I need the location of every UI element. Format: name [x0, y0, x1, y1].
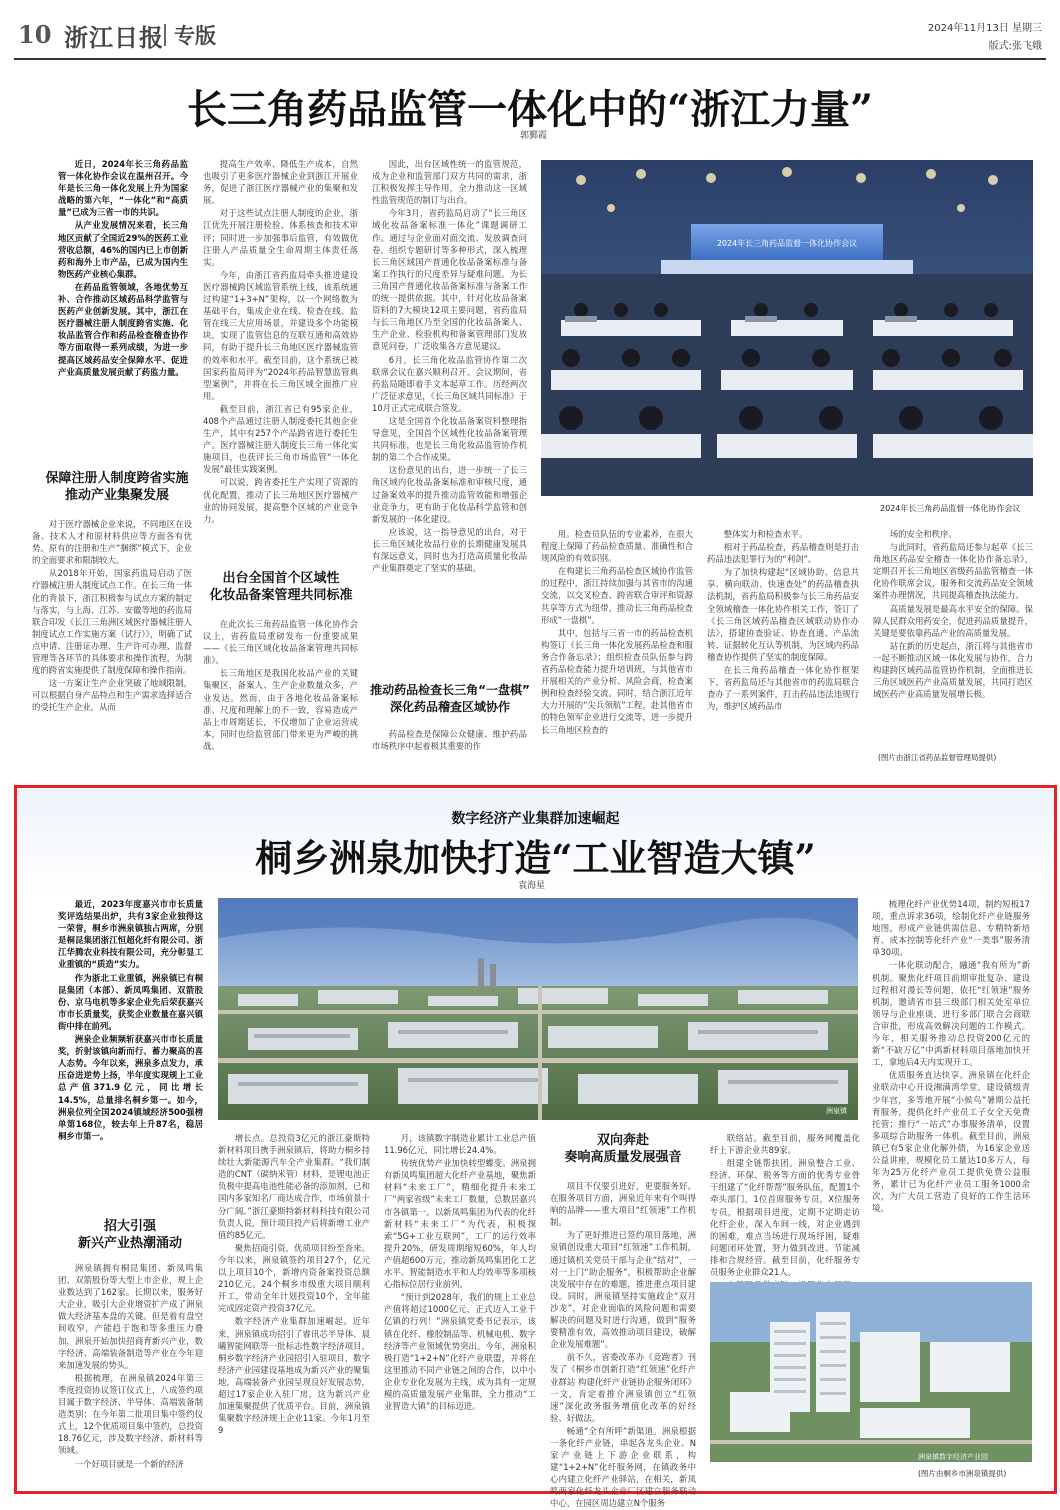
editor-credit: 版式:张飞娥: [988, 41, 1042, 52]
article2-col3: [384, 1132, 536, 1484]
aerial-photo-label: 洲泉镇: [826, 1107, 847, 1115]
article2-title: 桐乡洲泉加快打造“工业智造大镇”: [255, 836, 816, 880]
article1-col3: [372, 158, 527, 668]
aerial-town-graphic: [218, 898, 858, 1120]
paragraph: 聚焦招商引资，优质项目纷至沓来。今年以来，洲泉镇签约项目27个，亿元以上项目10个，新增内资备案投资总额210亿元。24个桐乡市级重大项目顺利开工，带动全年计划投资10个，全年能完成固定资产投资37亿元。: [218, 1242, 370, 1314]
paragraph: 药品检查是保障公众健康、维护药品市场秩序中起着极其重要的作: [372, 729, 527, 752]
paragraph: 用。检查员队伍的专业素养，在很大程度上保障了药品检查质量、准确性和合规风险的有效识别。: [541, 529, 693, 564]
paragraph: 洲泉企业频频斩获嘉兴市市长质量奖，折射该镇向新而行、蓄力聚高的喜人态势。今年以来，洲泉多点发力，承压奋进逆势上扬，半年度实现规上工业总产值371.9亿元，同比增长14.5%，总量排名桐乡第一。如今，洲泉位列全国2024镇域经济500强榜单第168位，较去年上升87名，稳居桐乡市第一。: [58, 1034, 203, 1141]
paragraph: 在此次长三角药品监管一体化协作会议上，省药监局重磅发布一份重要成果——《长三角区域化妆品备案管理共同标准》。: [203, 619, 358, 666]
paragraph: 作为浙北工业重镇，洲泉镇已有桐昆集团（本部）、新凤鸣集团、双箭股份、京马电机等多家企业先后荣获嘉兴市市长质量奖，获奖企业数量在嘉兴镇街中排在前列。: [58, 972, 203, 1031]
paragraph: 优质服务直达快享。洲泉镇在化纤企业联动中心开设湘满湾学堂，建设镇级青少年宫，多等地开展“小候鸟”暑期公益托育服务，提供化纤产业员工子女全天免费托管；推行“一站式”办事服务清单，设置多项综合助服务一体机。截至目前，洲泉镇已有5家企业化解外债，为16家企业送公益讲座，规模化员工量达10多万人，每年为25万化纤产业员工提供免费公益服务，累计已为化纤产业员工服务1000余次，为广大员工营造了良好的工作生活环境。: [872, 1070, 1030, 1214]
industrial-park-graphic: [710, 1282, 1032, 1462]
article2-byline: 袁海星: [518, 881, 546, 891]
paragraph: 从产业发展情况来看，长三角地区贡献了全国近29%的医药工业营收总额，46%的国内已上市创新药和海外上市产品，已成为国内生物医药产业核心集群。: [58, 220, 188, 279]
article1-byline: 郭鄞霞: [520, 131, 548, 141]
aerial-town-photo: [218, 898, 858, 1120]
paragraph: 近日，2024年长三角药品监管一体化协作会议在温州召开。今年是长三角一体化发展上升为国家战略的第六年，“一体化”和“高质量”已成为三省一市的共识。: [58, 159, 188, 218]
paragraph: 项目不仅要引进好，更要服务好。在服务项目方面，洲泉近年来有个叫得响的品牌——重大项目“红领速”工作机制。: [550, 1181, 696, 1228]
issue-date: 2024年11月13日 星期三: [927, 23, 1042, 34]
article1-subhead-3: 推动药品检查长三角“一盘棋” 深化药品稽查区域协作: [370, 683, 530, 714]
paragraph: 一个好项目就是一个新的经济: [74, 1458, 184, 1469]
section-divider: [164, 24, 166, 46]
article1-col4: [541, 528, 693, 770]
article1-col5: [707, 528, 859, 770]
paragraph: 相对于药品检查，药品稽查则是打击药品违法犯罪行为的“利剑”。: [707, 542, 859, 565]
paragraph: 站在新的历史起点，浙江将与其他省市一起不断推动区域一体化发展与协作，合力构建跨区域药品监管协作机制，全面推进长三角区域医药产业高质量发展，共同打造区域医药产业高质量发展增长极。: [873, 640, 1033, 700]
paragraph: 数字经济产业集群加速崛起。近年来，洲泉镇成功招引了睿讯芯半导体、晨曦智能网联等一批标志性数字经济项目，桐乡数字经济产业园招引入驻项目，数字经济产业园建设基地成为新兴产业的聚集地，高端装备产业园呈现良好发展态势，超过17家企业入驻厂房，这为新兴产业加速集聚提供了优质平台。目前，洲泉镇集聚数字经济规上企业11家。今年1月至9: [218, 1316, 370, 1436]
article2-col1-b: [58, 1262, 203, 1480]
paragraph: 在药品监管领域，各地优势互补、合作推动区域药品科学监管与医药产业创新发展。其中，浙江在医疗器械注册人制度跨省实施、化妆品监管合作和药品检查稽查协作等方面取得一系列成绩，为进一步提高区域药品安全保障水平、促进产业高质量发展贡献了药监力量。: [58, 281, 188, 377]
article1-title: 长三角药品监管一体化中的“浙江力量”: [186, 86, 873, 133]
article2-col1: [58, 898, 203, 1198]
article2-col5: [872, 898, 1030, 1272]
paragraph: 这是全国首个化妆品备案资料整理指导意见，全国首个区域性化妆品备案管理共同标准，也是长三角化妆品监管协作机制的第二个合作成果。: [372, 415, 527, 463]
paragraph: 从2018年开始，国家药监局启动了医疗器械注册人制度试点工作。在长三角一体化的背景下，浙江积极参与试点方案的制定与落实，与上海、江苏、安徽等地的药监局联合印发《长江三角洲区域医疗器械注册人制度试点工作实施方案（试行）》，明确了试点申请、注册证办理、生产许可办理、监督管理等各环节的具体要求和操作流程，为制度的跨省实施提供了制度保障和操作指南。: [32, 568, 192, 676]
paragraph: 洲泉镇拥有桐昆集团、新凤鸣集团、双箭股份等大型上市企业，规上企业数达到了162家。长期以来，服务好大企业，吸引大企业增资扩产成了洲泉做大经济基本盘的关键。但是着有盘空间收窄，产能趋于饱和等多重压力叠加，洲泉开始加快招商育新兴产业，数字经济、高端装备制造等产业在今年迎来加速发展的势头。: [58, 1263, 203, 1370]
paragraph: 应该说，这一指导意见的出台，对于长三角区域化妆品行业的长期健康发展具有深远意义，同时也为打造高质量化妆品产业集群奠定了坚实的基础。: [372, 526, 527, 574]
article1-col6: [873, 528, 1033, 748]
article2-subhead-1: 招大引强 新兴产业热潮涌动: [77, 1219, 182, 1251]
paragraph: 场的安全和秩序。: [889, 529, 957, 539]
paragraph: 一体化联动配合，融通“我有所为”新机制。聚焦化纤项目前期审批复杂、建设过程相对漫长等问题，依托“红领速”服务机制，邀请省市县三级部门相关处室单位领导与企业座谈，进行多部门联合会商联合审批，形成高效解决问题的工作模式。今年，相关服务推动总投资200亿元的新“不缺万亿”中鸿新材料项目落地加快开工，拿地后4天内实现开工。: [872, 960, 1030, 1068]
paragraph: 这一方案让生产企业突破了地域限制，可以根据自身产品特点和生产需求选择适合的受托生产企业，从而: [32, 678, 192, 713]
paragraph: 在长三角药品稽查一体化协作框架下，省药监局还与其他省市的药监局联合查办了一系列案件，打击药品违法违规行为，维护区域药品市: [707, 665, 859, 712]
industrial-park-photo: [710, 1282, 1032, 1462]
article2-subhead-2: 双向奔赴 奏响高质量发展强音: [564, 1133, 682, 1165]
article1-col1: [58, 158, 188, 448]
paragraph: “预计到2028年，我们的规上工业总产值将超过1000亿元，正式迈入工业千亿镇的行列！”洲泉镇党委书记表示，该镇在化纤、橡胶制品等、机械电机、数字经济等产业领域优势突出。今年，洲泉积极打造“1+2+N”化纤产业联盟，并将在这里推动不同产业链之间的合作，以中小企业专业化发展为主线，成为具有一定规模的高质量发展产业集群，全力推动“工业智造大镇”的目标迈进。: [384, 1292, 536, 1412]
paragraph: 对于这些试点注册人制度的企业，浙江优先开展注册检验、体系核查和技术审评；同时进一步加强事后监管，有效做优注册人产品质量全生命周期主体责任落实。: [203, 208, 358, 267]
section-name: 专版: [174, 24, 216, 48]
paragraph: 在构建长三角药品检查区域协作监管的过程中，浙江持续加强与其省市的沟通交流，以交叉检查、跨省联合审评和资源共享等方式为纽带，推动长三角药品检查形成“一盘棋”。: [541, 566, 693, 625]
conference-photo: [541, 160, 1033, 496]
article2-col3-b: [550, 1180, 696, 1509]
conference-photo-caption: 2024年长三角药品监督一体化协作会议: [880, 504, 1021, 513]
paragraph: 其中，包括与三省一市的药品检查机构签订《长三角一体化发展药品检查和服务合作备忘录》；组织检查员队伍参与跨省药品检查能力提升培训班，与其他省市开展相关的产业分析、风险会商，检查案例和检查经验交流。同时，结合浙江近年大力开展的“尖兵领航”工程，赴其他省市的特色领军企业进行交流等，进一步提升长三角地区检查的: [541, 627, 693, 735]
paragraph: 畅通“全有所呼”新渠道。洲泉根据一条化纤产业链，串起各龙头企业、N家产业链上下游企业联系，构建“1+2+N”化纤服务网，在镇政务中心内建立化纤产业驿站，在相关，新凤鸣两家化纤龙头企业厂区建立服务联动中心，在园区周边建立N个服务: [550, 1425, 696, 1509]
article1-col1-b: [32, 518, 192, 770]
paragraph: 提高生产效率、降低生产成本，自然也吸引了更多医疗器械企业到浙江开展业务，促进了浙江医疗器械产业的集聚和发展。: [203, 159, 358, 206]
paragraph: 月，该镇数字制造业累计工业总产值11.96亿元，同比增长24.4%。: [384, 1133, 536, 1156]
photo-banner-text: 2024年长三角药品监督一体化协作会议: [716, 239, 858, 248]
paragraph: 截至目前，浙江省已有95家企业，408个产品通过注册人制度委托其他企业生产，其中有257个产品跨省进行委托生产。医疗器械注册人制度长三角一体化实施项目，也获评长三角市场监管“一体化发展”最佳实践案例。: [203, 403, 358, 475]
paragraph: 长三角地区是我国化妆品产业的关键集聚区，备案人、生产企业数量众多，产业发达。然而，由于各地化妆品备案标准、尺度和理解上的不一致，容易造成产品上市周期延长，不仅增加了企业运营成本，同时也给监管部门带来更为严峻的挑战。: [203, 668, 358, 751]
article1-col2-b: [203, 618, 358, 770]
paragraph: 这份意见的出台，进一步统一了长三角区域内化妆品备案标准和审核尺度，通过备案效率的提升推动监管效能和增强企业竞争力，更有助于化妆品科学监管和创新发展的一体化建设。: [372, 465, 527, 524]
masthead: [14, 14, 1046, 60]
paper-name: 浙江日报: [64, 23, 164, 52]
paragraph: 为了更好推进已签约项目落地，洲泉镇创设重大项目“红领速”工作机制，通过镇机关党员干部与企业“结对”，一对一上门“助企服务”，积极帮助企业解决发展中存在的难题，推进重点项目建设。同时，洲泉镇坚持实施政企“双月沙龙”，对企业面临的风险问题和需要解决的问题及时进行沟通，做到“服务要精准有效，高效推动项目建设，破解企业发展难题”。: [550, 1230, 696, 1350]
paragraph: 因此，出台区域性统一的监管规范，成为企业和监管部门双方共同的需求，浙江积极发挥主导作用，全力推动这一区域性监管规范的制订与出台。: [372, 159, 527, 206]
paragraph: 前不久，省委改革办《竞跑者》刊发了《桐乡市创新打造“红领速”化纤产业群站 构建化纤产业链协企服务闭环》一文，肯定着推介洲泉镇创立“红领速”深化政务服务增值化改革的好经验、好做法。: [550, 1352, 696, 1423]
paragraph: 今年，由浙江省药监局牵头推进建设医疗器械跨区域监管系统上线，该系统通过构建“1+3+N”架构，以一个网络数为基础平台，集成企业在线、检查在线、监管在线三大应用场景，并建设多个功能模块，实现了监管信息的互联互通和高效协同，有助于提升长三角地区医疗器械监管的效率和水平。截至目前，这个系统已被国家药监局评为“2024年药品智慧监管典型案例”，并将在长三角区域全面推广应用。: [203, 269, 358, 401]
article1-col3-b: [372, 728, 527, 770]
industrial-park-label: 洲泉镇数字经济产业园: [918, 1453, 988, 1461]
article2-col2: [218, 1132, 370, 1484]
paragraph: 高质量发展是最高水平安全的保障。保障人民群众用药安全，促进药品质量提升，关键是要依靠药品产业的高质量发展。: [873, 603, 1033, 638]
paragraph: 联络站。截至目前，服务网覆盖化纤上下游企业共89家。: [710, 1133, 860, 1156]
paragraph: 对于医疗器械企业来说，不同地区在设备、技术人才和原材料供应等方面各有优势。原有的注册和生产“捆绑”模式下，企业的全面要求和限制较大。: [32, 519, 192, 566]
paragraph: 梳理化纤产业优势14项，制约短板17项，重点诉求36项，绘制化纤产业链服务地图，形成产业链供需信息、专精特新培育、成本控制等化纤产业“一类事”服务清单30项。: [872, 899, 1030, 958]
conference-photo-graphic: [541, 160, 1033, 496]
page-number: 10: [18, 20, 52, 49]
paragraph: 传统优势产业加快转型蝶变。洲泉拥有新凤鸣集团超大化纤产业基地，聚焦新材料“未来工厂”，精细化提升未来工厂“两家省级”未来工厂数量，总数居嘉兴市各镇第一。以新凤鸣集团为代表的化纤新材料“未来工厂”为代表，积极探索“5G+工业互联网”，工厂的运行效率提升20%，研发周期缩短60%，年人均产值超600万元，推动新凤鸣集团化工艺水平、智能制造水平和人均效率等多项核心指标位居行业前列。: [384, 1158, 536, 1290]
paragraph: 可以说，跨省委托生产实现了资源的优化配置，推动了长三角地区医疗器械产业的协同发展，提高整个区域的产业竞争力。: [203, 477, 358, 524]
paragraph: 与此同时，省药监局还参与起草《长三角地区药品安全稽查一体化协作备忘录》，定期召开长三角地区省级药品监管稽查一体化协作联席会议，服务和交流药品安全领域案件办理情况，共同提高稽查执法能力。: [873, 542, 1033, 601]
article2-kicker: 数字经济产业集群加速崛起: [451, 811, 620, 827]
article1-subhead-2: 出台全国首个区域性 化妆品备案管理共同标准: [209, 571, 353, 603]
paragraph: 增长点。总投资3亿元的浙江豪斯特新材料项目携手洲泉镇后，将助力桐乡持续壮大新能源汽车全产业集群。“我们制造的CNT（碳纳米管）材料，是锂电池正负极中提高电池性能必备的添加剂，已和国内多家知名厂商达成合作，市场前景十分广阔。”浙江豪斯特新材料科技有限公司负责人说，预计项目投产后将新增工业产值约85亿元。: [218, 1133, 370, 1240]
paragraph: 根据梳理，在洲泉镇2024年第三季度投资协议签订仪式上，八成签约项目属于数字经济、半导体、高端装备制造类别；在今年第二批项目集中签约仪式上，12个优质项目集中签约，总投资18.76亿元，涉及数字经济、新材料等领域。: [58, 1372, 203, 1456]
article2-photo-credit: (图片由桐乡市洲泉镇提供): [918, 1469, 1007, 1478]
paragraph: 最近，2023年度嘉兴市市长质量奖评选结果出炉，共有3家企业独得这一荣誉，桐乡市洲泉镇独占两席，分别是桐昆集团浙江恒超化纤有限公司、浙江华腾农业科技有限公司，充分彰显工业重镇的“质造”实力。: [58, 899, 203, 970]
article1-subhead-1: 保障注册人制度跨省实施 推动产业集聚发展: [45, 471, 189, 503]
paragraph: 今年3月，省药监局启动了“长三角区域化妆品备案标准一体化”课题调研工作。通过与企业面对面交流、发放调查问卷，组织专题研讨等多种形式，深入梳理长三角区域国产普通化妆品备案标准与备案工作执行的尺度差异与疑难问题。为长三角国产普通化妆品备案标准与备案工作的统一提供依据。其中，针对化妆品备案资料的7大模块12项主要问题，省药监局与长三角地区乃至全国的化妆品备案人、生产企业、检验机构和备案管理部门发放意见问卷，广泛收集各方意见建议。: [372, 208, 527, 352]
paragraph: 组建全链帮扶团。洲泉整合工业、经济、环保、税务等方面的优秀专业骨干组建了“化纤帮帮”服务队伍，配置1个牵头部门，1位首席服务专员，X位服务专员，根据项目进度，定期不定期走访化纤企业，深入车间一线，对企业遇到的困难，难点当场进行现场纾困，疑难问题闭环处置，努力做到改进、节能减排和合规经营。截至目前，化纤服务专员服务企业群众21人。: [710, 1158, 860, 1278]
article2-col4: [710, 1132, 860, 1278]
paragraph: 6月，长三角化妆品监管协作第二次联席会议在嘉兴顺利召开。会议期间，省药监局随即着手文本起草工作。历经两次广泛征求意见，《长三角区域共同标准》于10月正式完成联合签发。: [372, 354, 527, 413]
article1-photo-credit: (图片由浙江省药品监督管理局提供): [878, 753, 997, 762]
article1-col2: [203, 158, 358, 556]
paragraph: 为了加快构建起“区域协助、信息共享、横向联动、快速查处”的药品稽查执法机制，省药监局积极参与长三角药品安全领域稽查一体化协作相关工作，签订了《长三角区域药品稽查区域联动协作办法》，搭建协查验证、协查直通、产品流转、证据转化互认等机制，为区域内药品稽查协作提供了坚实的制度保障。: [707, 567, 859, 662]
paragraph: 整体实力和检查水平。: [723, 529, 808, 539]
